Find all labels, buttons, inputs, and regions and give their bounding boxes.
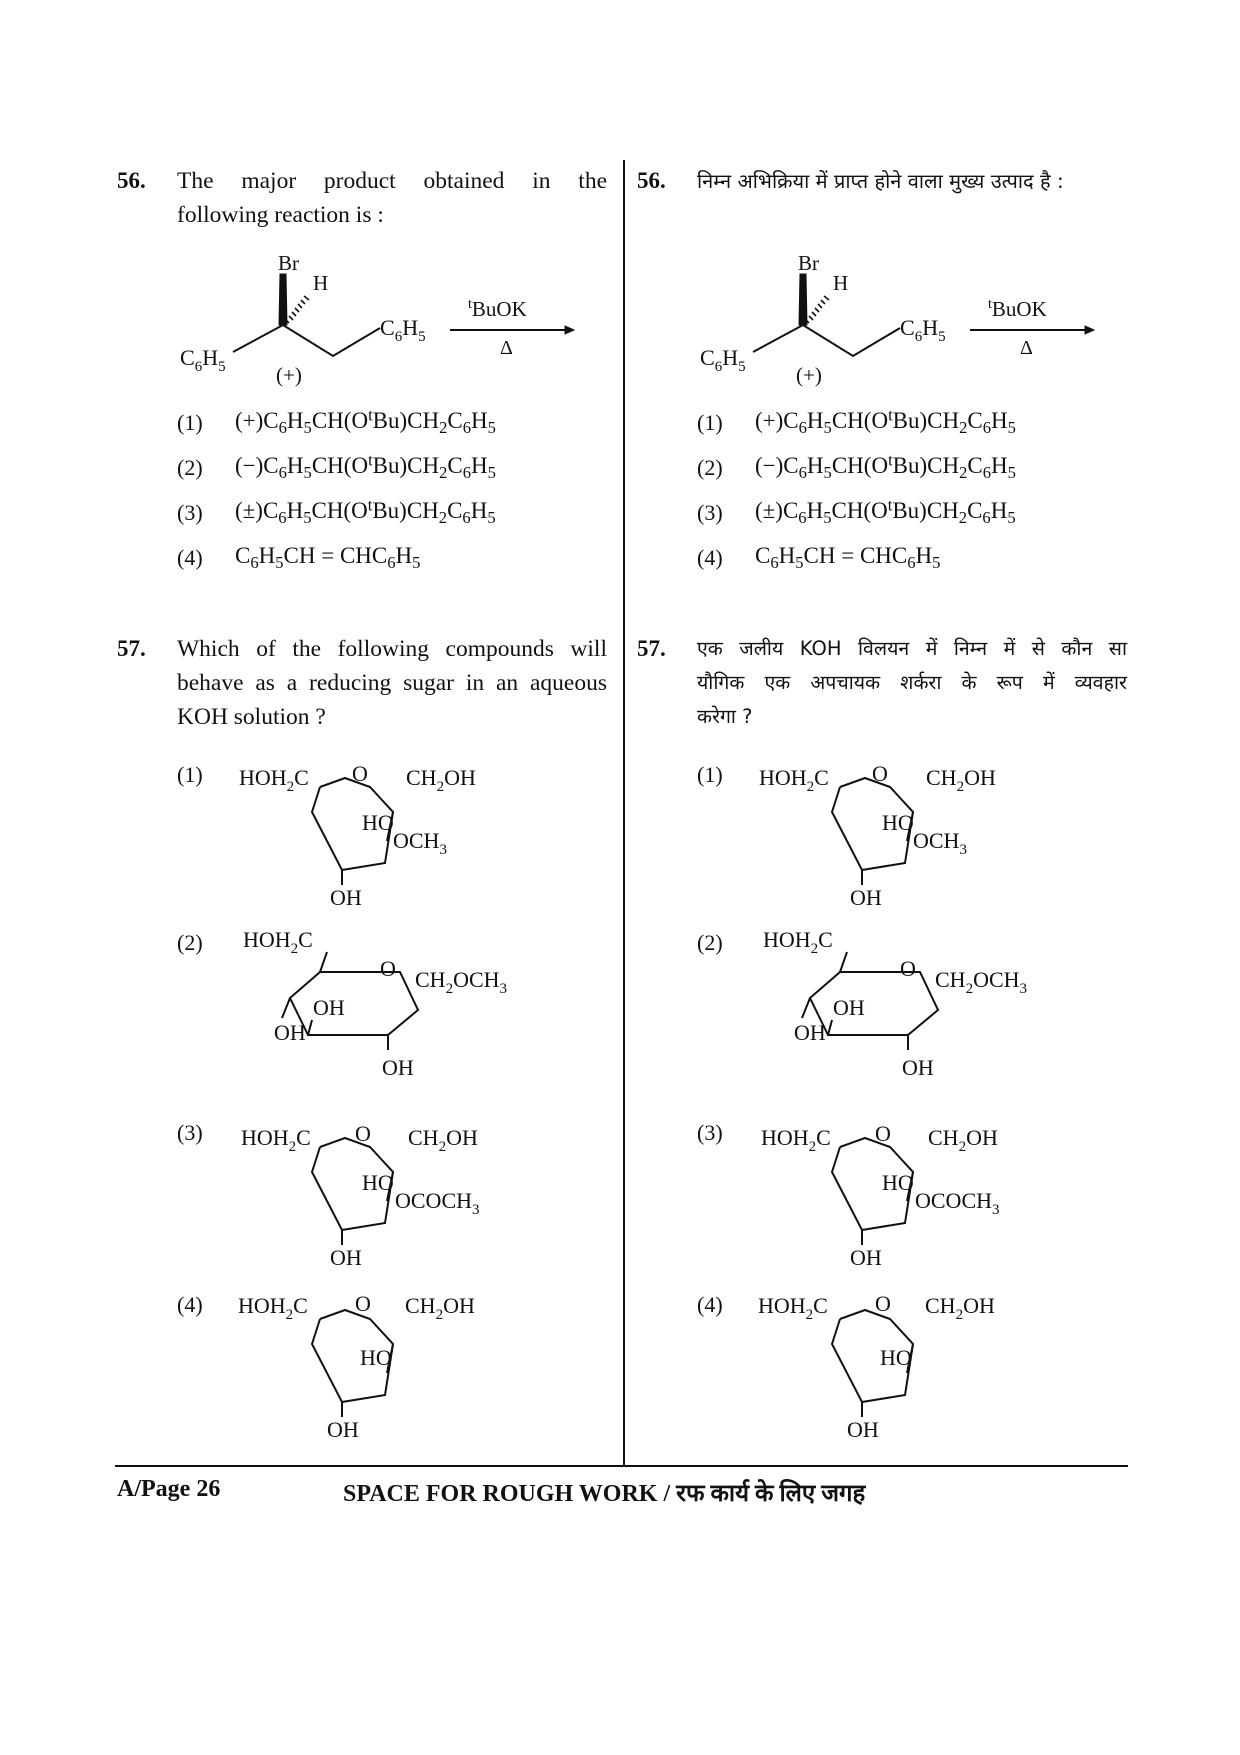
q57-option-2-num: (2) <box>177 930 203 955</box>
ococh3-label: $OCOCH_3$ <box>395 1188 480 1218</box>
q57-text-line-hi: करेगा ? <box>697 705 753 728</box>
oh-label-left: OH <box>274 1020 306 1045</box>
q56-text-hi: निम्न अभिक्रिया में प्राप्त होने वाला मुख्य उत्पाद है : <box>697 169 1064 193</box>
q57-option-1-num-hi: (1) <box>697 762 723 787</box>
ch2och3-label: $CH_2OCH_3$ <box>415 967 508 997</box>
q57-option-3-num-hi: (3) <box>697 1120 723 1145</box>
hoh2c-label: $HOH_2C$ <box>759 765 829 795</box>
page-number: A/Page 26 <box>117 1476 221 1502</box>
oh-label: OH <box>330 885 362 910</box>
footer-rule <box>115 1465 1128 1467</box>
ho-label: HO <box>360 1345 392 1370</box>
arrow-head <box>1085 326 1094 334</box>
q56-text-line: following reaction is : <box>177 202 384 228</box>
q57-text-line-hi: यौगिक एक अपचायक शर्करा के रूप में व्यवहार <box>697 671 1127 694</box>
q57-option-1-structure <box>235 755 495 910</box>
ring-oxygen-label: O <box>872 761 888 786</box>
c3-oh-bond <box>828 1020 832 1035</box>
q57-option-4-num-hi: (4) <box>697 1292 723 1317</box>
q57-text-line: KOH solution ? <box>177 704 326 730</box>
q56-reaction-scheme <box>175 250 575 385</box>
c4-oh-bond <box>282 998 290 1018</box>
ch2oh-label: $CH_2OH$ <box>926 765 996 795</box>
h-label: H <box>313 271 329 295</box>
q57-text-line: Which of the following compounds will <box>177 636 607 662</box>
q56-option-2-text: $(-)C_6H_5CH(O^tBu)CH_2C_6H_5$ <box>235 450 496 482</box>
ring-oxygen-label: O <box>875 1291 891 1316</box>
q56-option-3-num: (3) <box>177 500 203 525</box>
oh-label-bottom: OH <box>902 1055 934 1080</box>
q57-text-line-hi: एक जलीय KOH विलयन में निम्न में से कौन सा <box>697 637 1127 660</box>
c3-oh-bond <box>308 1020 312 1035</box>
c6h5-right-label: $C_6H_5$ <box>900 315 946 345</box>
hash-bond <box>806 296 829 323</box>
ho-label: HO <box>882 810 914 835</box>
heat-label: Δ <box>1020 337 1033 359</box>
q57-option-2-num-hi: (2) <box>697 930 723 955</box>
och3-label: $OCH_3$ <box>913 828 967 858</box>
pyranose-ring <box>810 952 938 1035</box>
reagent-label: $^t$BuOK <box>468 297 527 321</box>
q57-number-en: 57. <box>117 636 146 661</box>
ring-oxygen-label: O <box>875 1121 891 1146</box>
wedge-bond <box>279 274 287 325</box>
q56-option-4-text: $C_6H_5CH = CHC_6H_5$ <box>235 543 421 572</box>
oh-label: OH <box>850 885 882 910</box>
q56-reaction-scheme-hi <box>695 250 1095 385</box>
column-divider <box>623 160 625 1465</box>
ring-oxygen-label: O <box>900 956 916 981</box>
rough-work-label: SPACE FOR ROUGH WORK / रफ कार्य के लिए जगह <box>343 1481 866 1507</box>
ch2oh-label: $CH_2OH$ <box>925 1293 995 1323</box>
q56-option-4-text-hi: $C_6H_5CH = CHC_6H_5$ <box>755 543 941 572</box>
q56-option-3-text: $(\pm)C_6H_5CH(O^tBu)CH_2C_6H_5$ <box>235 495 496 527</box>
br-label: Br <box>278 251 299 275</box>
ch2oh-label: $CH_2OH$ <box>408 1125 478 1155</box>
q57-option-2-structure-hi <box>760 920 1060 1090</box>
q56-option-4-num: (4) <box>177 545 203 570</box>
ring-oxygen-label: O <box>380 956 396 981</box>
q57-option-2-structure <box>240 920 540 1090</box>
q56-option-2-num-hi: (2) <box>697 455 723 480</box>
ch2oh-label: $CH_2OH$ <box>406 765 476 795</box>
hoh2c-label: $HOH_2C$ <box>239 765 309 795</box>
q56-number-hi: 56. <box>637 168 666 193</box>
q56-option-1-num-hi: (1) <box>697 410 723 435</box>
q56-option-1-num: (1) <box>177 410 203 435</box>
q56-option-2-text-hi: $(-)C_6H_5CH(O^tBu)CH_2C_6H_5$ <box>755 450 1016 482</box>
q57-option-1-num: (1) <box>177 762 203 787</box>
oh-label-bottom: OH <box>382 1055 414 1080</box>
c6h5-right-label: $C_6H_5$ <box>380 315 426 345</box>
oh-label: OH <box>850 1245 882 1270</box>
c6h5-left-label: $C_6H_5$ <box>700 345 746 375</box>
q56-option-4-num-hi: (4) <box>697 545 723 570</box>
hoh2c-label: $HOH_2C$ <box>761 1125 831 1155</box>
hash-bond <box>286 296 309 323</box>
q57-option-3-structure-hi <box>755 1115 1045 1270</box>
ho-label: HO <box>882 1170 914 1195</box>
q56-option-1-text-hi: $(+)C_6H_5CH(O^tBu)CH_2C_6H_5$ <box>755 405 1016 437</box>
hoh2c-label: $HOH_2C$ <box>758 1293 828 1323</box>
hoh2c-label: $HOH_2C$ <box>238 1293 308 1323</box>
ring-oxygen-label: O <box>355 1121 371 1146</box>
heat-label: Δ <box>500 337 513 359</box>
ring-oxygen-label: O <box>352 761 368 786</box>
ococh3-label: $OCOCH_3$ <box>915 1188 1000 1218</box>
oh-label-upper: OH <box>313 995 345 1020</box>
ring-oxygen-label: O <box>355 1291 371 1316</box>
och3-label: $OCH_3$ <box>393 828 447 858</box>
c4-oh-bond <box>802 998 810 1018</box>
zigzag-bond <box>753 325 900 356</box>
oh-label: OH <box>327 1417 359 1442</box>
q56-option-3-num-hi: (3) <box>697 500 723 525</box>
q56-option-3-text-hi: $(\pm)C_6H_5CH(O^tBu)CH_2C_6H_5$ <box>755 495 1016 527</box>
wedge-bond <box>799 274 807 325</box>
ho-label: HO <box>362 1170 394 1195</box>
q56-text-en <box>177 164 607 232</box>
q56-number-en: 56. <box>117 168 146 193</box>
oh-label-left: OH <box>794 1020 826 1045</box>
arrow-head <box>565 326 574 334</box>
dextro-label: (+) <box>276 363 302 387</box>
zigzag-bond <box>233 325 380 356</box>
ch2och3-label: $CH_2OCH_3$ <box>935 967 1028 997</box>
q57-number-hi: 57. <box>637 636 666 661</box>
ho-label: HO <box>362 810 394 835</box>
hoh2c-label: $HOH_2C$ <box>763 927 833 957</box>
ch2oh-label: $CH_2OH$ <box>405 1293 475 1323</box>
oh-label-upper: OH <box>833 995 865 1020</box>
q56-option-2-num: (2) <box>177 455 203 480</box>
pyranose-ring <box>290 952 418 1035</box>
oh-label: OH <box>330 1245 362 1270</box>
q57-option-4-structure <box>235 1287 495 1442</box>
h-label: H <box>833 271 849 295</box>
q56-option-1-text: $(+)C_6H_5CH(O^tBu)CH_2C_6H_5$ <box>235 405 496 437</box>
oh-label: OH <box>847 1417 879 1442</box>
q56-text-line: The major product obtained in the <box>177 168 607 194</box>
q57-text-line: behave as a reducing sugar in an aqueous <box>177 670 607 696</box>
q57-option-3-num: (3) <box>177 1120 203 1145</box>
q57-text-en <box>177 632 607 734</box>
ch2oh-label: $CH_2OH$ <box>928 1125 998 1155</box>
hoh2c-label: $HOH_2C$ <box>243 927 313 957</box>
c6h5-left-label: $C_6H_5$ <box>180 345 226 375</box>
ho-label: HO <box>880 1345 912 1370</box>
dextro-label: (+) <box>796 363 822 387</box>
br-label: Br <box>798 251 819 275</box>
q57-option-4-structure-hi <box>755 1287 1015 1442</box>
q57-text-hi <box>697 632 1127 734</box>
reagent-label: $^t$BuOK <box>988 297 1047 321</box>
q57-option-3-structure <box>235 1115 525 1270</box>
hoh2c-label: $HOH_2C$ <box>241 1125 311 1155</box>
q57-option-4-num: (4) <box>177 1292 203 1317</box>
q57-option-1-structure-hi <box>755 755 1015 910</box>
